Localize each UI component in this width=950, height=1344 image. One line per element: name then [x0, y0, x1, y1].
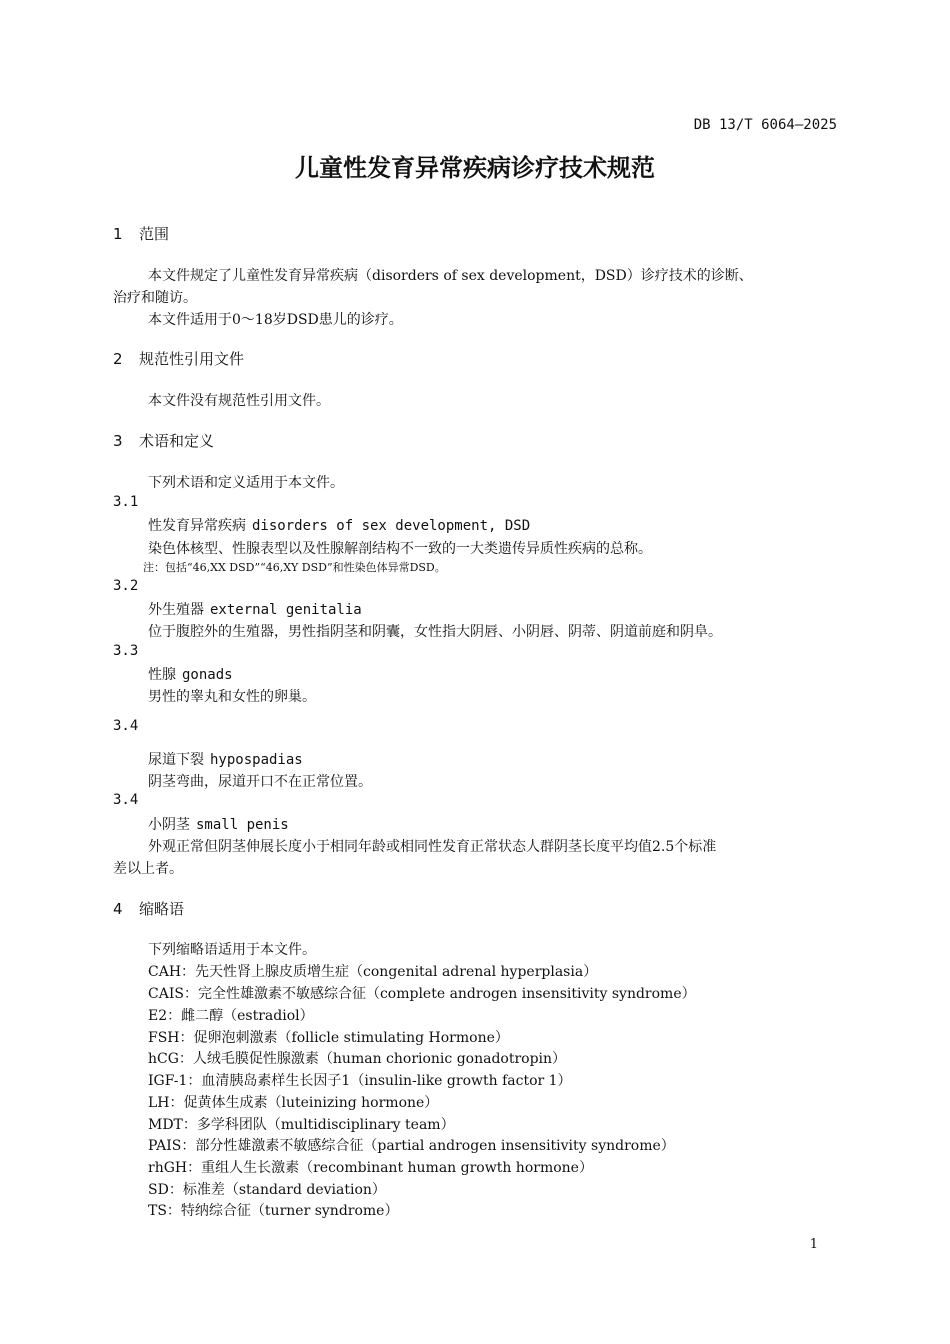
term-definition-continuation: 差以上者。 — [113, 861, 183, 877]
term-number: 3.2 — [113, 578, 139, 594]
abbreviation-item: hCG：人绒毛膜促性腺激素（human chorionic gonadotropin） — [148, 1051, 567, 1067]
section-4-heading — [113, 898, 184, 919]
term-number: 3.4 — [113, 792, 139, 808]
term-cn: 尿道下裂 — [148, 752, 204, 768]
section-title: 缩略语 — [139, 900, 185, 918]
paragraph: 本文件适用于0～18岁DSD患儿的诊疗。 — [148, 312, 403, 328]
paragraph: 本文件规定了儿童性发育异常疾病（disorders of sex development，DSD）诊疗技术的诊断、 — [148, 268, 753, 284]
section-title: 规范性引用文件 — [139, 350, 245, 368]
term-cn: 外生殖器 — [148, 602, 204, 618]
abbreviation-item: LH：促黄体生成素（luteinizing hormone） — [148, 1095, 439, 1111]
term-number: 3.1 — [113, 494, 139, 510]
section-2-heading — [113, 348, 244, 369]
abbreviation-item: IGF-1：血清胰岛素样生长因子1（insulin-like growth factor 1） — [148, 1073, 572, 1089]
term-definition: 外观正常但阴茎伸展长度小于相同年龄或相同性发育正常状态人群阴茎长度平均值2.5个标准 — [148, 839, 717, 855]
term-entry — [148, 515, 530, 535]
term-definition: 男性的睾丸和女性的卵巢。 — [148, 689, 316, 705]
term-entry — [148, 599, 362, 619]
term-number: 3.4 — [113, 718, 139, 734]
term-en: small penis — [196, 817, 289, 833]
term-en: gonads — [182, 667, 233, 683]
term-entry — [148, 814, 289, 834]
abbreviation-item: FSH：促卵泡刺激素（follicle stimulating Hormone） — [148, 1030, 509, 1046]
paragraph-continuation: 治疗和随访。 — [113, 290, 197, 306]
abbreviation-item: TS：特纳综合征（turner syndrome） — [148, 1203, 399, 1219]
section-number: 1 — [113, 225, 123, 243]
term-number: 3.3 — [113, 643, 139, 659]
section-number: 3 — [113, 432, 123, 450]
term-cn: 性腺 — [148, 667, 176, 683]
abbreviation-item: rhGH：重组人生长激素（recombinant human growth hormone） — [148, 1160, 593, 1176]
section-1-heading — [113, 223, 169, 244]
section-3-heading — [113, 430, 214, 451]
section-title: 术语和定义 — [139, 432, 215, 450]
paragraph: 本文件没有规范性引用文件。 — [148, 393, 330, 409]
abbreviation-item: MDT：多学科团队（multidisciplinary team） — [148, 1117, 455, 1133]
term-entry — [148, 749, 303, 769]
term-en: hypospadias — [210, 752, 303, 768]
document-title: 儿童性发育异常疾病诊疗技术规范 — [295, 154, 655, 182]
term-note: 注：包括“46,XX DSD”“46,XY DSD”和性染色体异常DSD。 — [143, 561, 446, 574]
term-cn: 小阴茎 — [148, 817, 190, 833]
standard-code: DB 13/T 6064—2025 — [693, 117, 837, 133]
abbreviation-item: E2：雌二醇（estradiol） — [148, 1008, 314, 1024]
paragraph: 下列缩略语适用于本文件。 — [148, 942, 316, 958]
term-en: external genitalia — [210, 602, 362, 618]
section-number: 4 — [113, 900, 123, 918]
term-cn: 性发育异常疾病 — [148, 518, 246, 534]
abbreviation-item: PAIS：部分性雄激素不敏感综合征（partial androgen insensitivity syndrome） — [148, 1138, 675, 1154]
abbreviation-item: CAH：先天性肾上腺皮质增生症（congenital adrenal hyperplasia） — [148, 964, 598, 980]
section-title: 范围 — [139, 225, 170, 243]
term-definition: 位于腹腔外的生殖器，男性指阴茎和阴囊，女性指大阴唇、小阴唇、阴蒂、阴道前庭和阴阜。 — [148, 624, 722, 640]
abbreviation-item: SD：标准差（standard deviation） — [148, 1182, 386, 1198]
term-en: disorders of sex development, DSD — [252, 518, 531, 534]
term-entry — [148, 664, 233, 684]
term-definition: 染色体核型、性腺表型以及性腺解剖结构不一致的一大类遗传异质性疾病的总称。 — [148, 541, 652, 557]
paragraph: 下列术语和定义适用于本文件。 — [148, 475, 344, 491]
section-number: 2 — [113, 350, 123, 368]
abbreviation-item: CAIS：完全性雄激素不敏感综合征（complete androgen insensitivity syndrome） — [148, 986, 696, 1002]
page-number: 1 — [809, 1237, 818, 1252]
term-definition: 阴茎弯曲，尿道开口不在正常位置。 — [148, 774, 372, 790]
